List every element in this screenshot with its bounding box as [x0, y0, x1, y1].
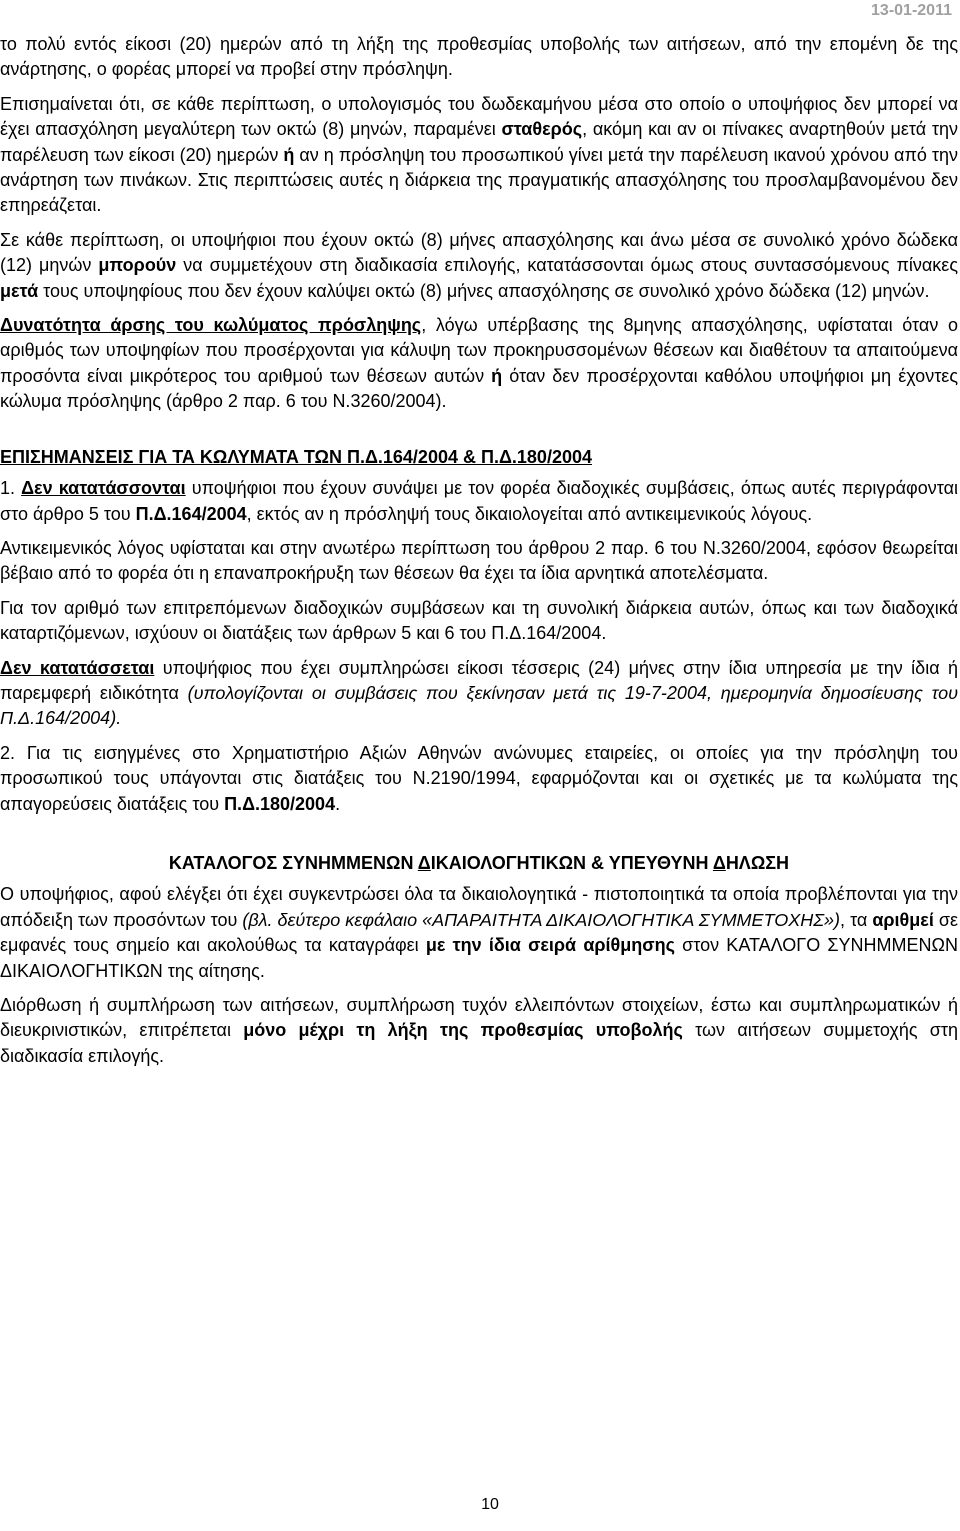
text-run: τους υποψηφίους που δεν έχουν καλύψει οκτώ (8) μήνες απασχόλησης σε συνολικό χρόνο δώδεκα (12) μηνών. — [38, 280, 930, 301]
bold-text: μετά — [0, 280, 39, 301]
text-run: Σε κάθε περίπτωση, οι υποψήφιοι που έχουν οκτώ (8) μήνες απασχόλησης και άνω μέσα σε συνολικό χρόνο δώδεκα (12) μηνών — [0, 229, 958, 276]
italic-text: (υπολογίζονται οι συμβάσεις που ξεκίνησαν μετά τις 19-7-2004, ημερομηνία δημοσίευσης του Π.Δ.164/2004). — [0, 682, 958, 729]
bold-text: με την ίδια σειρά αρίθμησης — [425, 935, 675, 956]
bold-text: μπορούν — [98, 255, 177, 276]
bold-underlined-text: Δεν κατατάσσονται — [21, 478, 186, 499]
italic-text: (βλ. δεύτερο κεφάλαιο «ΑΠΑΡΑΙΤΗΤΑ ΔΙΚΑΙΟΛΟΓΗΤΙΚΑ ΣΥΜΜΕΤΟΧΗΣ») — [242, 909, 841, 930]
text-run: ΚΑΤΑΛΟΓΟΣ ΣΥΝΗΜΜΕΝΩΝ — [168, 852, 418, 873]
paragraph-deadline: το πολύ εντός είκοσι (20) ημερών από τη λήξη της προθεσμίας υποβολής των αιτήσεων, από την επομένη δε της ανάρτησης, ο φορέας μπορεί να προβεί στην πρόσληψη. — [0, 34, 958, 80]
paragraph-lifting-restriction — [0, 313, 958, 415]
bold-text: μόνο μέχρι τη λήξη της προθεσμίας υποβολής — [243, 1020, 683, 1041]
text-run: , λόγω υπέρβασης της 8μηνης απασχόλησης, υφίσταται όταν ο αριθμός των υποψηφίων που προσέρχονται για κάλυψη των προκηρυσσομένων θέσεων και διαθέτουν τα απαιτούμενα προσόντα είναι μικρότερος του αριθμού των θέσεων αυτών — [0, 315, 958, 386]
underlined-letter: Δ — [712, 852, 726, 873]
text-run: , εκτός αν η πρόσληψή τους δικαιολογείται από αντικειμενικούς λόγους. — [246, 503, 813, 524]
bold-text: ή — [491, 365, 503, 386]
text-run: αν η πρόσληψη του προσωπικού γίνει μετά την παρέλευση ικανού χρόνου από την ανάρτηση των πινάκων. Στις περιπτώσεις αυτές η διάρκεια της πραγματικής απασχόλησης του προσλαμβανομένου δεν επηρεάζεται. — [0, 144, 958, 216]
paragraph-listed-companies — [0, 741, 958, 817]
bold-text: αριθμεί — [872, 909, 934, 930]
text-run: ΙΚΑΙΟΛΟΓΗΤΙΚΩΝ & ΥΠΕΥΘΥΝΗ — [430, 852, 713, 873]
paragraph-objective-reason: Αντικειμενικός λόγος υφίσταται και στην ανωτέρω περίπτωση του άρθρου 2 παρ. 6 του Ν.3260/2004, εφόσον θεωρείται βέβαιο από το φορέα ότι η επαναπροκήρυξη των θέσεων θα έχει τα ίδια αρνητικά αποτελέσματα. — [0, 537, 958, 584]
paragraph-corrections — [0, 993, 958, 1069]
text-run: ΗΛΩΣΗ — [725, 852, 790, 873]
paragraph-twelve-month-calculation — [0, 92, 958, 219]
section-heading-catalog — [0, 851, 958, 876]
paragraph-numbering-documents — [0, 882, 958, 984]
bold-underlined-text: Δεν κατατάσσεται — [0, 657, 155, 678]
bold-text: ή — [283, 144, 295, 165]
text-run: στον ΚΑΤΑΛΟΓΟ ΣΥΝΗΜΜΕΝΩΝ ΔΙΚΑΙΟΛΟΓΗΤΙΚΩΝ της αίτησης. — [0, 935, 958, 981]
text-run: όταν δεν προσέρχονται καθόλου υποψήφιοι μη έχοντες κώλυμα πρόσληψης (άρθρο 2 παρ. 6 του Ν.3260/2004). — [0, 365, 958, 412]
text-run: υποψήφιος που έχει συμπληρώσει είκοσι τέσσερις (24) μήνες στην ίδια υπηρεσία με την ίδια ή παρεμφερή ειδικότητα — [0, 657, 959, 703]
text-run: των αιτήσεων συμμετοχής στη διαδικασία επιλογής. — [0, 1020, 959, 1066]
text-run: να συμμετέχουν στη διαδικασία επιλογής, κατατάσσονται όμως στους συντασσόμενους πίνακες — [176, 255, 959, 276]
text-run: υποψήφιοι που έχουν συνάψει με τον φορέα διαδοχικές συμβάσεις, όπως αυτές περιγράφονται στο άρθρο 5 του — [0, 478, 958, 524]
paragraph-successive-contracts — [0, 476, 958, 527]
underlined-letter: Δ — [417, 852, 431, 873]
document-body — [0, 32, 958, 1069]
page-number: 10 — [481, 1496, 499, 1513]
bold-text: σταθερός — [501, 119, 583, 140]
text-run: Διόρθωση ή συμπλήρωση των αιτήσεων, συμπλήρωση τυχόν ελλειπόντων στοιχείων, έστω και συμπληρωματικών ή διευκρινιστικών, επιτρέπεται — [0, 995, 958, 1041]
bold-underlined-text: Δυνατότητα άρσης του κωλύματος πρόσληψης — [0, 315, 422, 336]
text-run: Επισημαίνεται ότι, σε κάθε περίπτωση, ο υπολογισμός του δωδεκαμήνου μέσα στο οποίο ο υποψήφιος δεν μπορεί να έχει απασχόληση μεγαλύτερη των οκτώ (8) μηνών, παραμένει — [0, 93, 958, 140]
paragraph-eight-months-ranking — [0, 228, 958, 304]
text-run: Ο υποψήφιος, αφού ελέγξει ότι έχει συγκεντρώσει όλα τα δικαιολογητικά - πιστοποιητικά τα οποία προβλέπονται για την απόδειξη των προσόντων του — [0, 884, 958, 930]
bold-text: Π.Δ.180/2004 — [224, 793, 336, 814]
paragraph-number-of-contracts: Για τον αριθμό των επιτρεπόμενων διαδοχικών συμβάσεων και τη συνολική διάρκεια αυτών, όπως και των διαδοχικά καταρτιζόμενων, ισχύουν οι διατάξεις των άρθρων 5 και 6 του Π.Δ.164/2004. — [0, 597, 958, 644]
bold-text: Π.Δ.164/2004 — [135, 503, 247, 524]
paragraph-twenty-four-months — [0, 656, 958, 732]
text-run: σε εμφανές τους σημείο και ακολούθως τα καταγράφει — [0, 909, 958, 956]
page-date: 13-01-2011 — [871, 2, 952, 19]
text-run: , τα — [840, 909, 873, 930]
text-run: 2. Για τις εισηγμένες στο Χρηματιστήριο Αξιών Αθηνών ανώνυμες εταιρείες, οι οποίες για την πρόσληψη του προσωπικού τους υπάγονται στις διατάξεις του Ν.2190/1994, εφαρμόζονται και οι σχετικές με τα κωλύματα της απαγορεύσεις διατάξεις του — [0, 742, 958, 814]
section-heading-restrictions: ΕΠΙΣΗΜΑΝΣΕΙΣ ΓΙΑ ΤΑ ΚΩΛΥΜΑΤΑ ΤΩΝ Π.Δ.164/2004 & Π.Δ.180/2004 — [0, 446, 592, 467]
text-run: . — [335, 793, 341, 814]
text-run: 1. — [0, 478, 22, 499]
text-run: , ακόμη και αν οι πίνακες αναρτηθούν μετά την παρέλευση των είκοσι (20) ημερών — [0, 119, 959, 165]
